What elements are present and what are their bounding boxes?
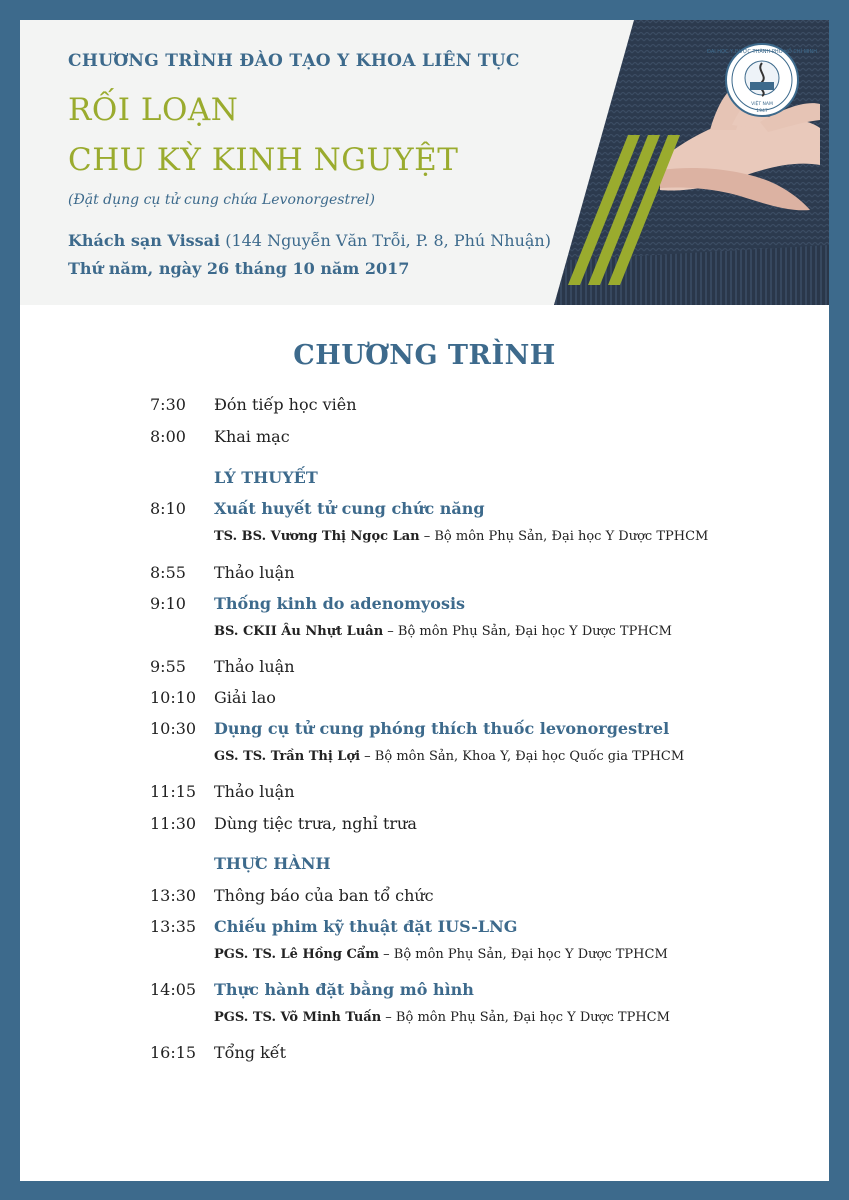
row-text: Khai mạc xyxy=(214,427,290,446)
talk-title: Thống kinh do adenomyosis xyxy=(214,594,466,613)
speaker-affiliation: – Bộ môn Phụ Sản, Đại học Y Dược TPHCM xyxy=(383,624,672,639)
row-text: Thông báo của ban tổ chức xyxy=(214,886,434,905)
speaker-line xyxy=(214,947,668,962)
venue xyxy=(68,231,551,250)
row-time: 16:15 xyxy=(150,1043,197,1062)
row-time: 13:35 xyxy=(150,917,197,936)
talk-title: Xuất huyết tử cung chức năng xyxy=(214,499,485,518)
section-theory: LÝ THUYẾT xyxy=(214,468,318,487)
speaker-name: PGS. TS. Võ Minh Tuấn xyxy=(214,1010,382,1025)
row-time: 7:30 xyxy=(150,395,186,414)
row-text: Thảo luận xyxy=(214,657,295,676)
speaker-affiliation: – Bộ môn Phụ Sản, Đại học Y Dược TPHCM xyxy=(419,529,709,544)
row-time: 11:15 xyxy=(150,782,197,801)
section-practice: THỰC HÀNH xyxy=(214,854,331,873)
row-time: 8:55 xyxy=(150,563,186,582)
poster-page xyxy=(20,20,829,1181)
row-text: Giải lao xyxy=(214,688,276,707)
row-text: Thảo luận xyxy=(214,563,295,582)
speaker-line xyxy=(214,1010,670,1025)
logo-year-text: 1947 xyxy=(756,109,768,114)
speaker-affiliation: – Bộ môn Phụ Sản, Đại học Y Dược TPHCM xyxy=(381,1010,670,1025)
event-date: Thứ năm, ngày 26 tháng 10 năm 2017 xyxy=(68,259,410,278)
row-time: 8:10 xyxy=(150,499,186,518)
speaker-affiliation: – Bộ môn Sản, Khoa Y, Đại học Quốc gia TPHCM xyxy=(360,749,685,764)
row-text: Tổng kết xyxy=(214,1043,287,1062)
row-text: Đón tiếp học viên xyxy=(214,395,357,414)
row-time: 8:00 xyxy=(150,427,186,446)
row-time: 10:10 xyxy=(150,688,197,707)
row-text: Dùng tiệc trưa, nghỉ trưa xyxy=(214,814,417,833)
agenda-title: CHƯƠNG TRÌNH xyxy=(293,340,556,371)
speaker-name: PGS. TS. Lê Hồng Cẩm xyxy=(214,947,379,962)
row-time: 13:30 xyxy=(150,886,197,905)
header-banner xyxy=(20,20,829,305)
speaker-name: GS. TS. Trần Thị Lợi xyxy=(214,749,361,764)
speaker-line xyxy=(214,624,672,639)
row-time: 14:05 xyxy=(150,980,197,999)
venue-name: Khách sạn Vissai xyxy=(68,231,221,250)
talk-title: Thực hành đặt bằng mô hình xyxy=(214,980,474,999)
logo-country-text: VIỆT NAM xyxy=(751,102,773,107)
speaker-name: BS. CKII Âu Nhựt Luân xyxy=(214,624,384,639)
speaker-name: TS. BS. Vương Thị Ngọc Lan xyxy=(214,529,420,544)
title-line-2: CHU KỲ KINH NGUYỆT xyxy=(68,142,459,178)
program-heading: CHƯƠNG TRÌNH ĐÀO TẠO Y KHOA LIÊN TỤC xyxy=(68,51,520,71)
logo-arc-text: ĐẠI HỌC Y DƯỢC THÀNH PHỐ HỒ CHÍ MINH xyxy=(706,49,818,55)
venue-address: (144 Nguyễn Văn Trỗi, P. 8, Phú Nhuận) xyxy=(220,231,551,250)
row-time: 10:30 xyxy=(150,719,197,738)
row-text: Thảo luận xyxy=(214,782,295,801)
row-time: 9:10 xyxy=(150,594,186,613)
title-line-1: RỐI LOẠN xyxy=(68,92,239,128)
row-time: 11:30 xyxy=(150,814,197,833)
talk-title: Dụng cụ tử cung phóng thích thuốc levonorgestrel xyxy=(214,719,670,738)
speaker-line xyxy=(214,749,684,764)
speaker-affiliation: – Bộ môn Phụ Sản, Đại học Y Dược TPHCM xyxy=(379,947,668,962)
speaker-line xyxy=(214,529,708,544)
row-time: 9:55 xyxy=(150,657,186,676)
talk-title: Chiếu phim kỹ thuật đặt IUS-LNG xyxy=(214,917,518,936)
subtitle: (Đặt dụng cụ tử cung chứa Levonorgestrel) xyxy=(68,192,375,208)
